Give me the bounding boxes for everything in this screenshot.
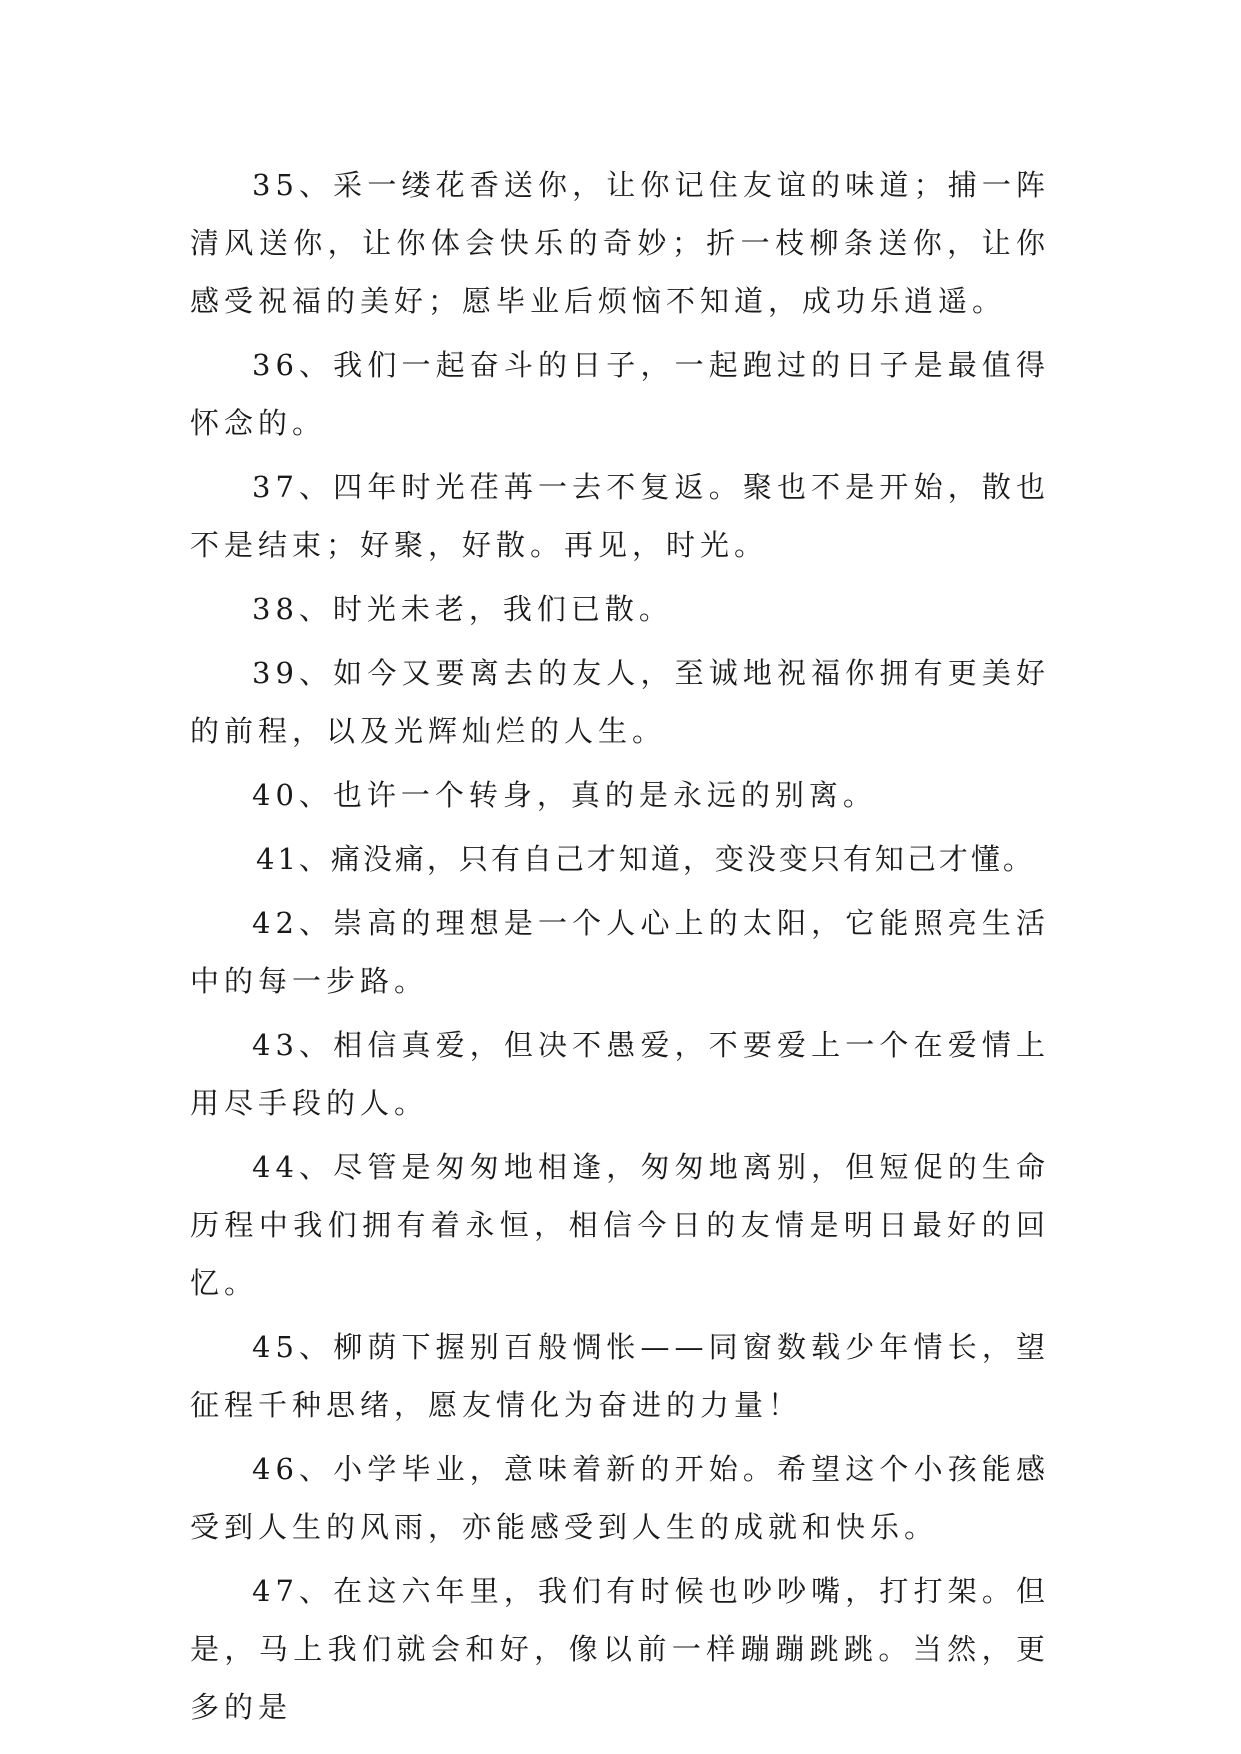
paragraph-35: 35、采一缕花香送你，让你记住友谊的味道；捕一阵清风送你，让你体会快乐的奇妙；折一枝柳条送你，让你感受祝福的美好；愿毕业后烦恼不知道，成功乐逍遥。 <box>190 168 1050 318</box>
paragraph-45: 45、柳荫下握别百般惆怅——同窗数载少年情长，望征程千种思绪，愿友情化为奋进的力量！ <box>190 1330 1050 1422</box>
paragraph-40: 40、也许一个转身，真的是永远的别离。 <box>252 778 877 812</box>
paragraph-38: 38、时光未老，我们已散。 <box>252 592 673 626</box>
paragraph-37: 37、四年时光荏苒一去不复返。聚也不是开始，散也不是结束；好聚，好散。再见，时光。 <box>190 470 1050 562</box>
paragraph-41: 41、痛没痛，只有自己才知道，变没变只有知己才懂。 <box>256 842 1035 876</box>
paragraph-42: 42、崇高的理想是一个人心上的太阳，它能照亮生活中的每一步路。 <box>190 906 1050 998</box>
document-body <box>190 156 1050 1742</box>
paragraph-36: 36、我们一起奋斗的日子，一起跑过的日子是最值得怀念的。 <box>190 348 1050 440</box>
paragraph-44: 44、尽管是匆匆地相逢，匆匆地离别，但短促的生命历程中我们拥有着永恒，相信今日的友情是明日最好的回忆。 <box>190 1150 1050 1300</box>
paragraph-46: 46、小学毕业，意味着新的开始。希望这个小孩能感受到人生的风雨，亦能感受到人生的成就和快乐。 <box>190 1452 1050 1544</box>
paragraph-43: 43、相信真爱，但决不愚爱，不要爱上一个在爱情上用尽手段的人。 <box>190 1028 1050 1120</box>
paragraph-39: 39、如今又要离去的友人，至诚地祝福你拥有更美好的前程，以及光辉灿烂的人生。 <box>190 656 1050 748</box>
paragraph-47: 47、在这六年里，我们有时候也吵吵嘴，打打架。但是，马上我们就会和好，像以前一样蹦蹦跳跳。当然，更多的是 <box>190 1574 1050 1724</box>
